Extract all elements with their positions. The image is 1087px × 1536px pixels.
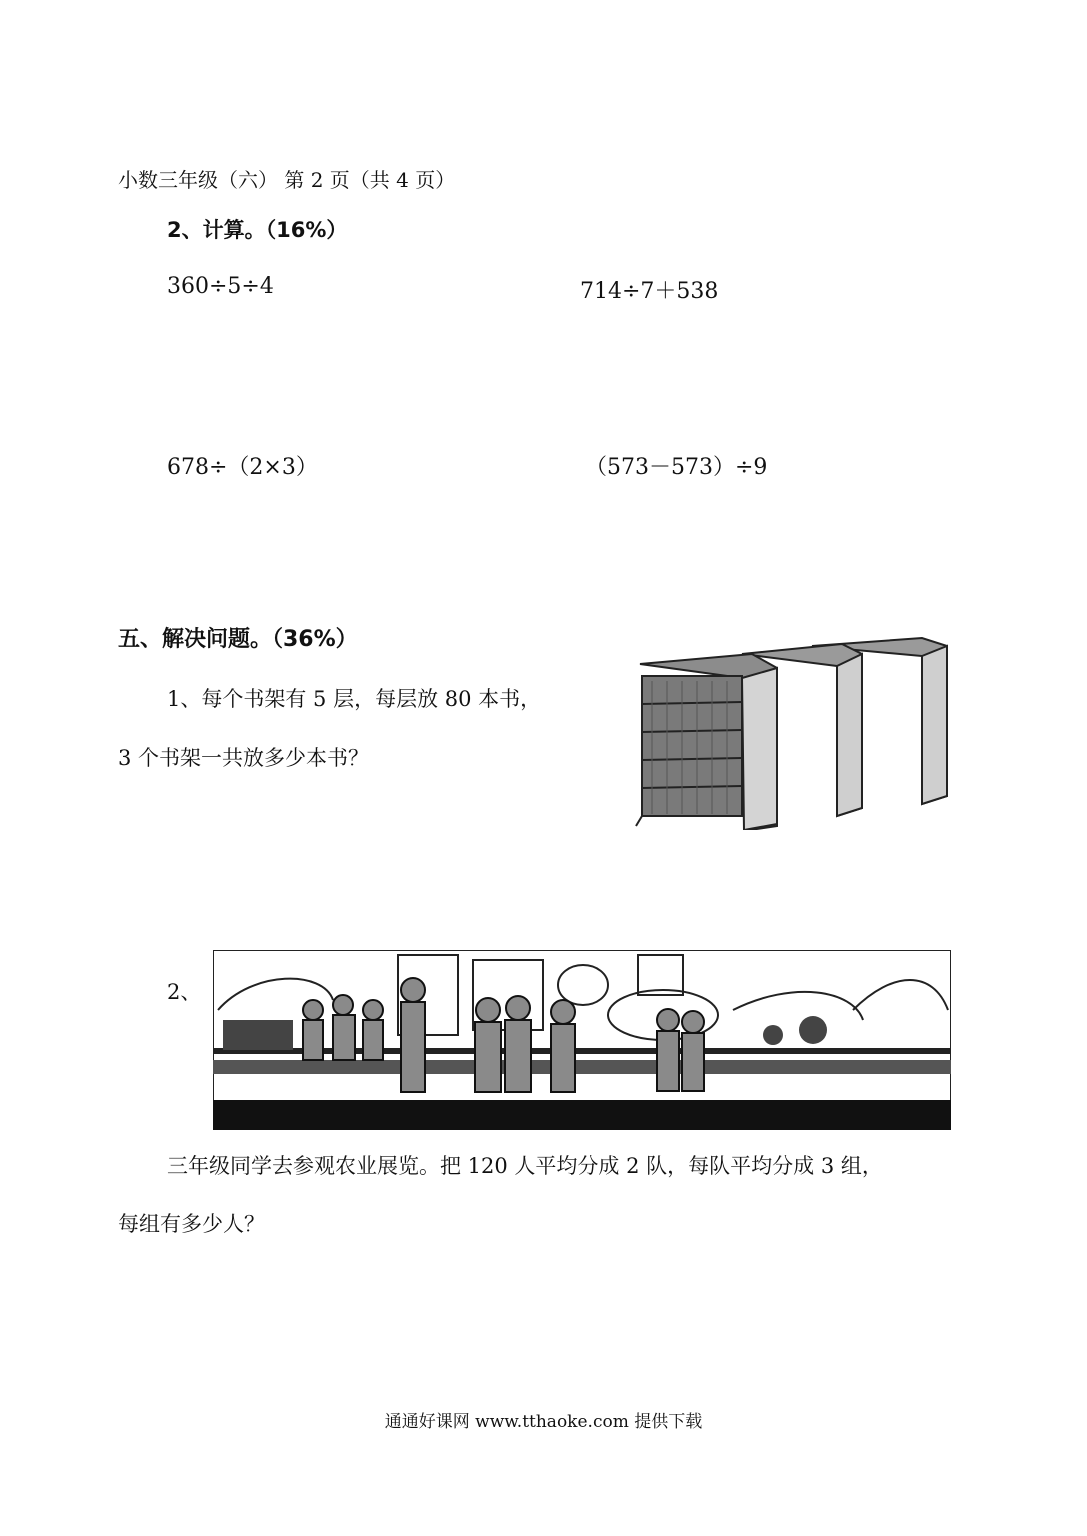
page-footer: 通通好课网 www.tthaoke.com 提供下载	[384, 1412, 703, 1432]
problem-1-text: 1、每个书架有 5 层，每层放 80 本书，	[167, 687, 542, 711]
calc-expression: 714÷7＋538	[580, 279, 719, 304]
page-header: 小数三年级（六） 第 2 页（共 4 页）	[118, 168, 456, 192]
section-heading: 五、解决问题。（36%）	[118, 627, 358, 652]
exhibition-illustration	[213, 950, 951, 1130]
calc-expression: 678÷（2×3）	[167, 455, 318, 480]
bookshelf-illustration	[632, 636, 954, 830]
calc-expression: （573－573）÷9	[585, 455, 768, 480]
calc-expression: 360÷5÷4	[167, 274, 274, 299]
problem-2-text: 每组有多少人？	[118, 1212, 265, 1236]
problem-2-number: 2、	[167, 980, 202, 1004]
problem-1-text: 3 个书架一共放多少本书？	[118, 746, 370, 770]
problem-2-text: 三年级同学去参观农业展览。把 120 人平均分成 2 队，每队平均分成 3 组，	[167, 1154, 883, 1178]
calc-heading: 2、计算。（16%）	[167, 218, 348, 242]
